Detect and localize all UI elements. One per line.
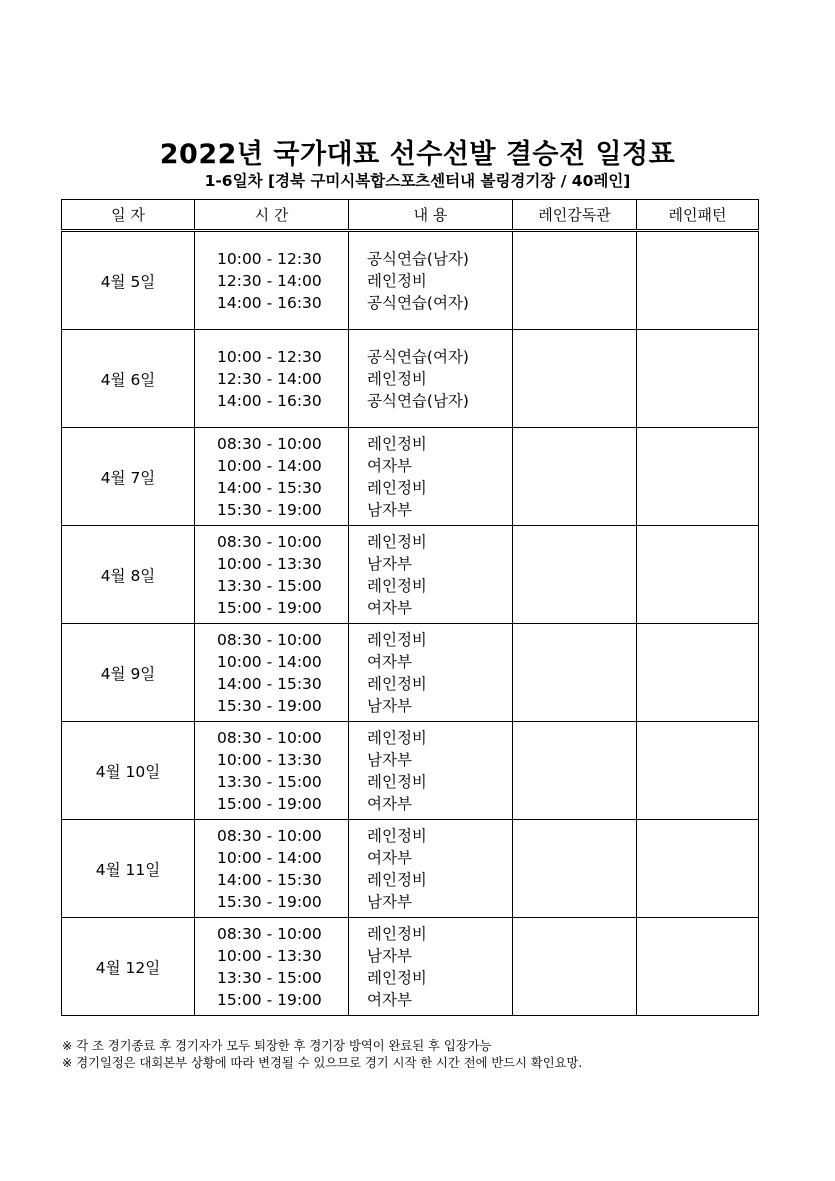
content-item: 레인정비 (367, 576, 427, 595)
lane-supervisor-cell (513, 918, 637, 1016)
content-cell (349, 624, 513, 722)
time-slot: 14:00 - 16:30 (217, 293, 322, 312)
lane-supervisor-cell (513, 330, 637, 428)
content-item: 레인정비 (367, 478, 427, 497)
content-cell (349, 526, 513, 624)
table-row (62, 820, 759, 918)
lane-supervisor-cell (513, 428, 637, 526)
content-cell (349, 231, 513, 330)
time-slot: 15:00 - 19:00 (217, 990, 322, 1009)
header-content: 내 용 (349, 200, 513, 231)
time-slot: 15:00 - 19:00 (217, 794, 322, 813)
content-item: 레인정비 (367, 728, 427, 747)
content-item: 공식연습(남자) (367, 391, 469, 410)
content-item: 남자부 (367, 500, 412, 519)
content-item: 남자부 (367, 946, 412, 965)
table-row (62, 918, 759, 1016)
notes (62, 1038, 582, 1072)
content-cell (349, 918, 513, 1016)
lane-pattern-cell (637, 722, 759, 820)
time-slot: 15:30 - 19:00 (217, 892, 322, 911)
header-lane-pattern: 레인패턴 (637, 200, 759, 231)
lane-pattern-cell (637, 624, 759, 722)
content-item: 레인정비 (367, 924, 427, 943)
time-slot: 14:00 - 15:30 (217, 478, 322, 497)
content-cell (349, 428, 513, 526)
time-slot: 10:00 - 12:30 (217, 347, 322, 366)
time-slot: 08:30 - 10:00 (217, 924, 322, 943)
time-slot: 14:00 - 15:30 (217, 870, 322, 889)
time-cell (195, 918, 349, 1016)
content-item: 남자부 (367, 750, 412, 769)
schedule-table (61, 199, 759, 1016)
time-cell (195, 820, 349, 918)
date-cell: 4월 6일 (62, 330, 195, 428)
header-lane-supervisor: 레인감독관 (513, 200, 637, 231)
content-item: 여자부 (367, 990, 412, 1009)
schedule-body (62, 231, 759, 1016)
time-slot: 12:30 - 14:00 (217, 271, 322, 290)
time-slot: 08:30 - 10:00 (217, 630, 322, 649)
time-slot: 15:30 - 19:00 (217, 500, 322, 519)
table-header-row (62, 200, 759, 231)
time-slot: 08:30 - 10:00 (217, 826, 322, 845)
time-slot: 08:30 - 10:00 (217, 434, 322, 453)
content-item: 레인정비 (367, 532, 427, 551)
time-cell (195, 330, 349, 428)
lane-pattern-cell (637, 428, 759, 526)
lane-supervisor-cell (513, 231, 637, 330)
content-item: 남자부 (367, 554, 412, 573)
content-item: 여자부 (367, 652, 412, 671)
time-slot: 15:30 - 19:00 (217, 696, 322, 715)
time-slot: 10:00 - 13:30 (217, 750, 322, 769)
table-row (62, 526, 759, 624)
date-cell: 4월 10일 (62, 722, 195, 820)
table-row (62, 722, 759, 820)
date-cell: 4월 8일 (62, 526, 195, 624)
time-cell (195, 722, 349, 820)
time-slot: 14:00 - 15:30 (217, 674, 322, 693)
content-item: 여자부 (367, 598, 412, 617)
content-item: 공식연습(여자) (367, 293, 469, 312)
content-cell (349, 820, 513, 918)
time-slot: 12:30 - 14:00 (217, 369, 322, 388)
table-row (62, 624, 759, 722)
lane-pattern-cell (637, 330, 759, 428)
time-slot: 15:00 - 19:00 (217, 598, 322, 617)
table-row (62, 231, 759, 330)
time-cell (195, 231, 349, 330)
content-item: 레인정비 (367, 434, 427, 453)
lane-supervisor-cell (513, 820, 637, 918)
page-subtitle: 1-6일차 [경북 구미시복합스포츠센터내 볼링경기장 / 40레인] (204, 172, 631, 190)
content-item: 레인정비 (367, 968, 427, 987)
content-item: 공식연습(여자) (367, 347, 469, 366)
header-time: 시 간 (195, 200, 349, 231)
content-cell (349, 330, 513, 428)
content-item: 레인정비 (367, 826, 427, 845)
content-item: 레인정비 (367, 630, 427, 649)
time-slot: 10:00 - 14:00 (217, 652, 322, 671)
time-cell (195, 624, 349, 722)
table-row (62, 330, 759, 428)
content-item: 레인정비 (367, 772, 427, 791)
time-slot: 10:00 - 12:30 (217, 249, 322, 268)
time-cell (195, 526, 349, 624)
date-cell: 4월 9일 (62, 624, 195, 722)
time-slot: 14:00 - 16:30 (217, 391, 322, 410)
lane-supervisor-cell (513, 624, 637, 722)
lane-supervisor-cell (513, 722, 637, 820)
time-slot: 08:30 - 10:00 (217, 728, 322, 747)
note-line: ※ 경기일정은 대회본부 상황에 따라 변경될 수 있으므로 경기 시작 한 시간 전에 반드시 확인요망. (62, 1056, 583, 1070)
date-cell: 4월 11일 (62, 820, 195, 918)
time-slot: 10:00 - 13:30 (217, 946, 322, 965)
table-row (62, 428, 759, 526)
lane-supervisor-cell (513, 526, 637, 624)
content-item: 레인정비 (367, 870, 427, 889)
date-cell: 4월 12일 (62, 918, 195, 1016)
lane-pattern-cell (637, 820, 759, 918)
content-item: 여자부 (367, 794, 412, 813)
header-date: 일 자 (62, 200, 195, 231)
time-slot: 13:30 - 15:00 (217, 772, 322, 791)
date-cell: 4월 5일 (62, 231, 195, 330)
time-slot: 08:30 - 10:00 (217, 532, 322, 551)
note-line: ※ 각 조 경기종료 후 경기자가 모두 퇴장한 후 경기장 방역이 완료된 후 입장가능 (62, 1039, 492, 1053)
lane-pattern-cell (637, 231, 759, 330)
time-slot: 10:00 - 14:00 (217, 848, 322, 867)
content-item: 레인정비 (367, 674, 427, 693)
content-item: 남자부 (367, 892, 412, 911)
time-slot: 13:30 - 15:00 (217, 968, 322, 987)
content-item: 공식연습(남자) (367, 249, 469, 268)
content-item: 레인정비 (367, 369, 427, 388)
content-item: 여자부 (367, 848, 412, 867)
date-cell: 4월 7일 (62, 428, 195, 526)
lane-pattern-cell (637, 918, 759, 1016)
time-slot: 10:00 - 13:30 (217, 554, 322, 573)
time-slot: 13:30 - 15:00 (217, 576, 322, 595)
content-item: 남자부 (367, 696, 412, 715)
page-title: 2022년 국가대표 선수선발 결승전 일정표 (159, 139, 676, 170)
time-cell (195, 428, 349, 526)
time-slot: 10:00 - 14:00 (217, 456, 322, 475)
lane-pattern-cell (637, 526, 759, 624)
content-item: 레인정비 (367, 271, 427, 290)
content-item: 여자부 (367, 456, 412, 475)
content-cell (349, 722, 513, 820)
